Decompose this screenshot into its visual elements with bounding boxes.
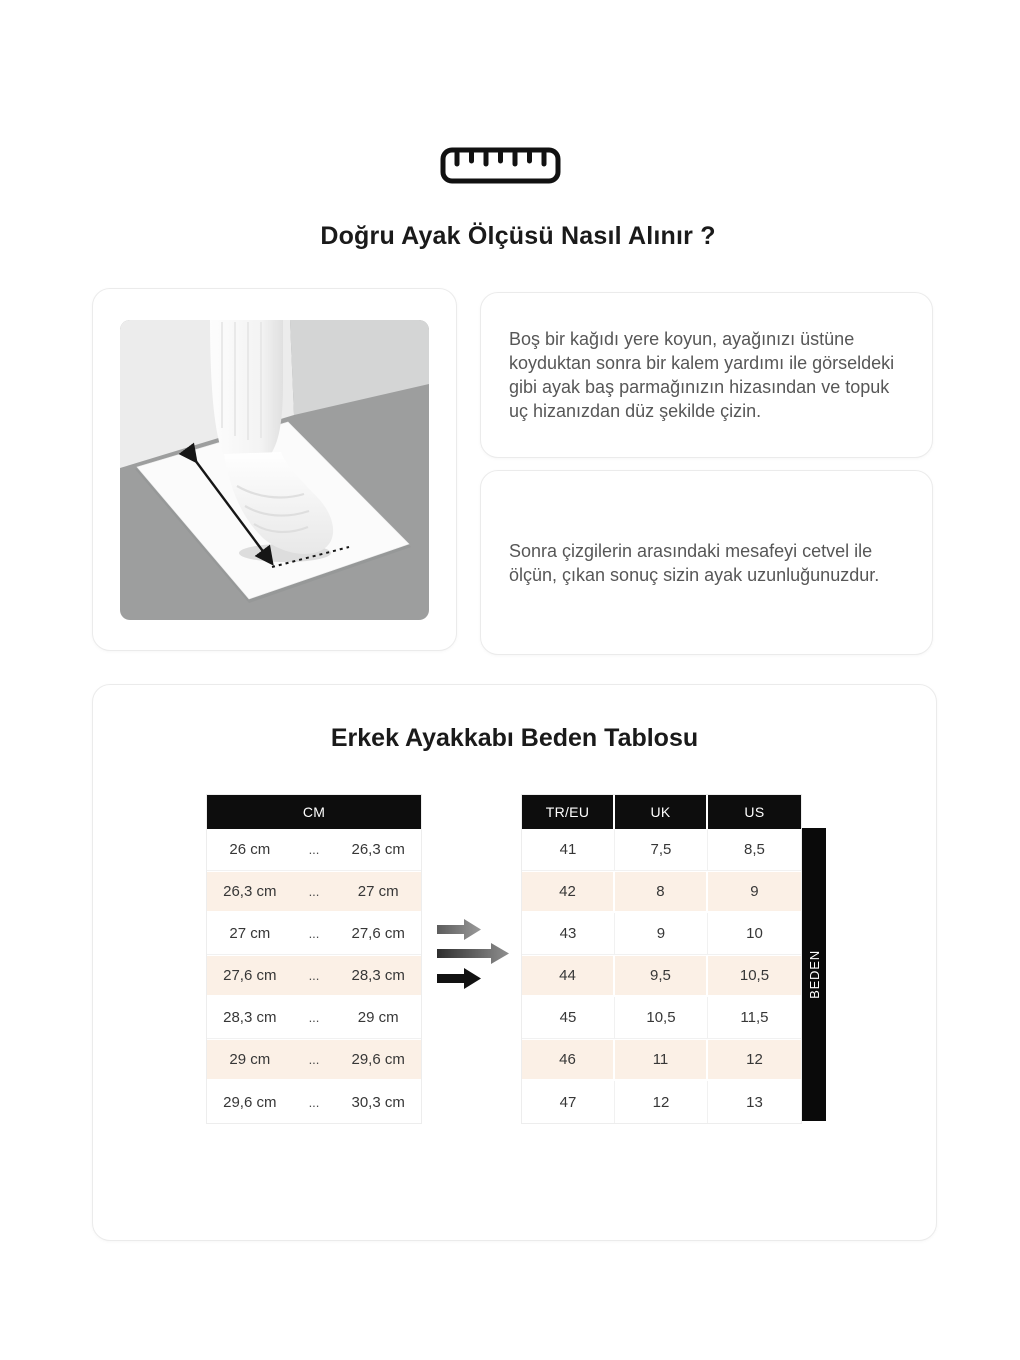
instruction-step1-text: Boş bir kağıdı yere koyun, ayağınızı üstüne koyduktan sonra bir kalem yardımı ile görseldeki gibi ayak baş parmağınızın hizasından ve topuk uç hizanızdan düz şekilde çizin.: [509, 329, 895, 421]
table-cell: 27,6 cm: [223, 967, 277, 984]
instruction-step2-text: Sonra çizgilerin arasındaki mesafeyi cetvel ile ölçün, çıkan sonuç sizin ayak uzunluğunuzdur.: [509, 540, 880, 585]
table-cell: 13: [746, 1093, 763, 1111]
table-row: [522, 913, 801, 955]
measurement-photo-card: [92, 288, 457, 651]
table-cell: 26,3 cm: [351, 841, 405, 858]
foot-measurement-photo: [120, 320, 429, 620]
us-header-label: US: [744, 804, 765, 820]
table-row: [207, 1081, 421, 1123]
table-cell: 11,5: [740, 1009, 769, 1026]
size-table-card: [92, 684, 937, 1241]
table-row: [522, 1081, 801, 1123]
intl-size-table: [521, 794, 802, 1124]
table-cell: 30,3 cm: [351, 1093, 405, 1111]
table-cell: 41: [522, 829, 615, 870]
instruction-card-step1: [480, 292, 933, 458]
cm-size-table: [206, 794, 422, 1124]
table-cell: 10: [746, 925, 763, 942]
table-cell: 12: [746, 1051, 763, 1068]
transfer-arrows-icon: [437, 916, 517, 992]
intl-table-body: [522, 829, 801, 1123]
table-row: [207, 955, 421, 997]
table-cell: 29 cm: [229, 1051, 271, 1068]
table-cell: ...: [308, 968, 320, 983]
size-table-title: Erkek Ayakkabı Beden Tablosu: [330, 724, 699, 752]
table-cell: 43: [522, 913, 615, 954]
table-cell: ...: [308, 926, 320, 941]
table-cell: 47: [522, 1081, 615, 1123]
table-cell: 26,3 cm: [223, 883, 277, 900]
photo-sock-leg: [210, 320, 283, 459]
table-cell: 9: [615, 913, 708, 954]
table-cell: 9,5: [615, 956, 708, 995]
table-row: [207, 871, 421, 913]
table-row: [522, 871, 801, 913]
beden-vertical-bar: [802, 828, 826, 1121]
table-row: [522, 997, 801, 1039]
table-row: [522, 829, 801, 871]
table-cell: 29,6 cm: [351, 1051, 405, 1068]
table-cell: 11: [615, 1040, 708, 1079]
table-cell: 27,6 cm: [351, 925, 405, 942]
table-cell: 44: [522, 956, 615, 995]
table-cell: 46: [522, 1040, 615, 1079]
table-cell: 10,5: [739, 967, 770, 984]
table-row: [207, 1039, 421, 1081]
instruction-card-step2: [480, 470, 933, 655]
beden-label: BEDEN: [806, 950, 822, 999]
table-cell: 28,3 cm: [351, 967, 405, 984]
table-row: [207, 913, 421, 955]
table-cell: 27 cm: [357, 883, 399, 900]
table-cell: 12: [615, 1081, 708, 1123]
cm-table-header: [207, 795, 421, 829]
table-cell: 29 cm: [357, 1009, 399, 1026]
table-cell: 28,3 cm: [223, 1009, 277, 1026]
page-title: Doğru Ayak Ölçüsü Nasıl Alınır ?: [320, 222, 716, 250]
intl-table-header: [522, 795, 801, 829]
table-row: [207, 829, 421, 871]
table-cell: ...: [308, 842, 320, 857]
table-row: [522, 1039, 801, 1081]
table-cell: ...: [308, 1010, 320, 1025]
table-cell: ...: [308, 1052, 320, 1067]
table-cell: 10,5: [615, 997, 708, 1038]
table-cell: 45: [522, 997, 615, 1038]
table-row: [522, 955, 801, 997]
table-cell: ...: [308, 1094, 320, 1110]
table-cell: 29,6 cm: [223, 1093, 277, 1111]
table-cell: 42: [522, 872, 615, 911]
cm-table-body: [207, 829, 421, 1123]
table-cell: 8: [615, 872, 708, 911]
table-cell: ...: [308, 884, 320, 899]
table-cell: 9: [750, 883, 759, 900]
table-row: [207, 997, 421, 1039]
table-cell: 7,5: [615, 829, 708, 870]
table-cell: 8,5: [744, 841, 765, 858]
ruler-icon: [440, 147, 561, 184]
table-cell: 26 cm: [229, 841, 271, 858]
uk-header-label: UK: [615, 795, 708, 829]
tr-eu-header-label: TR/EU: [522, 795, 615, 829]
table-cell: 27 cm: [229, 925, 271, 942]
cm-header-label: CM: [302, 804, 326, 820]
